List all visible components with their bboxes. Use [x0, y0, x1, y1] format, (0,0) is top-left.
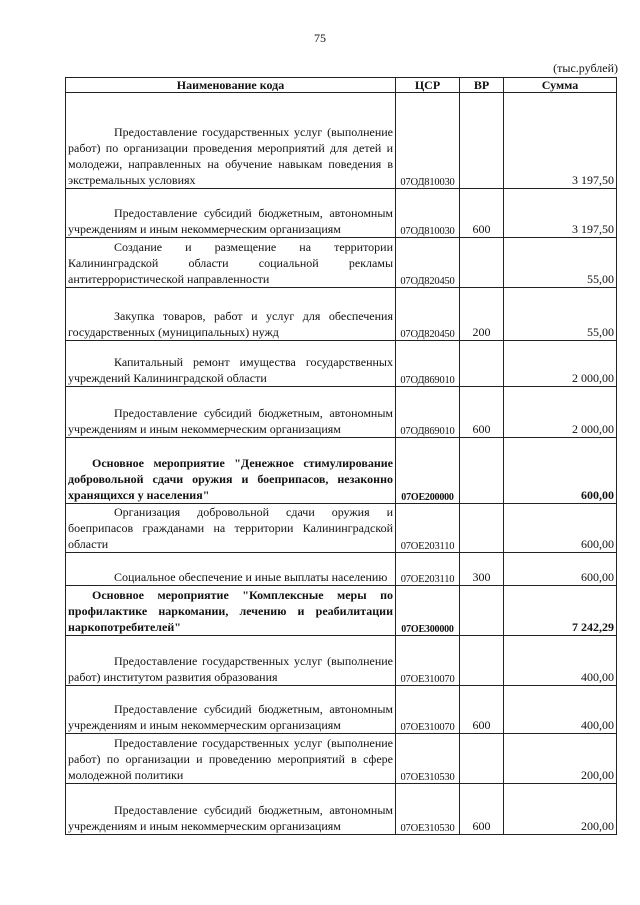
row-vr: 600 — [460, 387, 504, 438]
row-csr: 07ОЕ310070 — [396, 686, 460, 734]
table-row — [66, 784, 617, 835]
row-csr: 07ОЕ310530 — [396, 734, 460, 784]
row-csr: 07ОЕ203110 — [396, 553, 460, 586]
table-row-section — [66, 586, 617, 636]
row-sum: 600,00 — [504, 504, 617, 553]
page-number: 75 — [314, 31, 326, 45]
row-name: Предоставление государственных услуг (выполнение работ) по организации проведения мероприятий для детей и молодежи, направленных на обучение навыкам поведения в экстремальных условиях — [66, 93, 396, 189]
row-vr — [460, 636, 504, 686]
row-sum: 55,00 — [504, 238, 617, 288]
table-row-section — [66, 438, 617, 504]
row-csr: 07ОЕ300000 — [396, 586, 460, 636]
row-csr: 07ОД820450 — [396, 288, 460, 341]
table-header-row — [66, 78, 617, 93]
budget-table — [65, 77, 617, 835]
table-row — [66, 636, 617, 686]
row-vr — [460, 238, 504, 288]
row-name: Основное мероприятие "Денежное стимулирование добровольной сдачи оружия и боеприпасов, незаконно хранящихся у населения" — [66, 438, 396, 504]
row-sum: 7 242,29 — [504, 586, 617, 636]
table-row — [66, 734, 617, 784]
row-csr: 07ОД810030 — [396, 189, 460, 238]
table-row — [66, 387, 617, 438]
row-name: Предоставление субсидий бюджетным, автономным учреждениям и иным некоммерческим организациям — [66, 387, 396, 438]
table-row — [66, 238, 617, 288]
row-sum: 600,00 — [504, 553, 617, 586]
row-vr: 600 — [460, 784, 504, 835]
row-name: Предоставление субсидий бюджетным, автономным учреждениям и иным некоммерческим организациям — [66, 784, 396, 835]
row-sum: 600,00 — [504, 438, 617, 504]
row-vr: 200 — [460, 288, 504, 341]
header-vr: ВР — [460, 78, 504, 93]
header-csr: ЦСР — [396, 78, 460, 93]
row-name: Предоставление государственных услуг (выполнение работ) институтом развития образования — [66, 636, 396, 686]
row-vr — [460, 93, 504, 189]
row-sum: 2 000,00 — [504, 387, 617, 438]
row-name: Закупка товаров, работ и услуг для обеспечения государственных (муниципальных) нужд — [66, 288, 396, 341]
row-name: Предоставление государственных услуг (выполнение работ) по организации и проведению мероприятий в сфере молодежной политики — [66, 734, 396, 784]
header-sum: Сумма — [504, 78, 617, 93]
row-sum: 3 197,50 — [504, 189, 617, 238]
row-sum: 200,00 — [504, 784, 617, 835]
row-name: Основное мероприятие "Комплексные меры по профилактике наркомании, лечению и реабилитации наркопотребителей" — [66, 586, 396, 636]
row-vr — [460, 734, 504, 784]
header-name: Наименование кода — [66, 78, 396, 93]
row-name: Создание и размещение на территории Калининградской области социальной рекламы антитеррористической направленности — [66, 238, 396, 288]
row-sum: 400,00 — [504, 636, 617, 686]
row-vr — [460, 504, 504, 553]
row-name: Предоставление субсидий бюджетным, автономным учреждениям и иным некоммерческим организациям — [66, 686, 396, 734]
row-vr — [460, 586, 504, 636]
row-csr: 07ОД869010 — [396, 341, 460, 387]
row-csr: 07ОД810030 — [396, 93, 460, 189]
table-row — [66, 288, 617, 341]
table-row — [66, 341, 617, 387]
row-csr: 07ОД820450 — [396, 238, 460, 288]
row-name: Организация добровольной сдачи оружия и боеприпасов гражданами на территории Калининградской области — [66, 504, 396, 553]
table-row — [66, 553, 617, 586]
row-csr: 07ОЕ200000 — [396, 438, 460, 504]
table-row — [66, 686, 617, 734]
row-name: Капитальный ремонт имущества государственных учреждений Калининградской области — [66, 341, 396, 387]
table-row — [66, 504, 617, 553]
row-vr: 300 — [460, 553, 504, 586]
row-sum: 55,00 — [504, 288, 617, 341]
row-sum: 3 197,50 — [504, 93, 617, 189]
row-csr: 07ОЕ203110 — [396, 504, 460, 553]
row-vr: 600 — [460, 686, 504, 734]
row-name: Социальное обеспечение и иные выплаты населению — [66, 553, 396, 586]
row-vr: 600 — [460, 189, 504, 238]
row-csr: 07ОД869010 — [396, 387, 460, 438]
row-vr — [460, 438, 504, 504]
row-vr — [460, 341, 504, 387]
row-sum: 2 000,00 — [504, 341, 617, 387]
row-sum: 200,00 — [504, 734, 617, 784]
row-csr: 07ОЕ310070 — [396, 636, 460, 686]
table-row — [66, 93, 617, 189]
row-sum: 400,00 — [504, 686, 617, 734]
units-label: (тыс.рублей) — [553, 61, 618, 75]
table-row — [66, 189, 617, 238]
row-name: Предоставление субсидий бюджетным, автономным учреждениям и иным некоммерческим организациям — [66, 189, 396, 238]
row-csr: 07ОЕ310530 — [396, 784, 460, 835]
